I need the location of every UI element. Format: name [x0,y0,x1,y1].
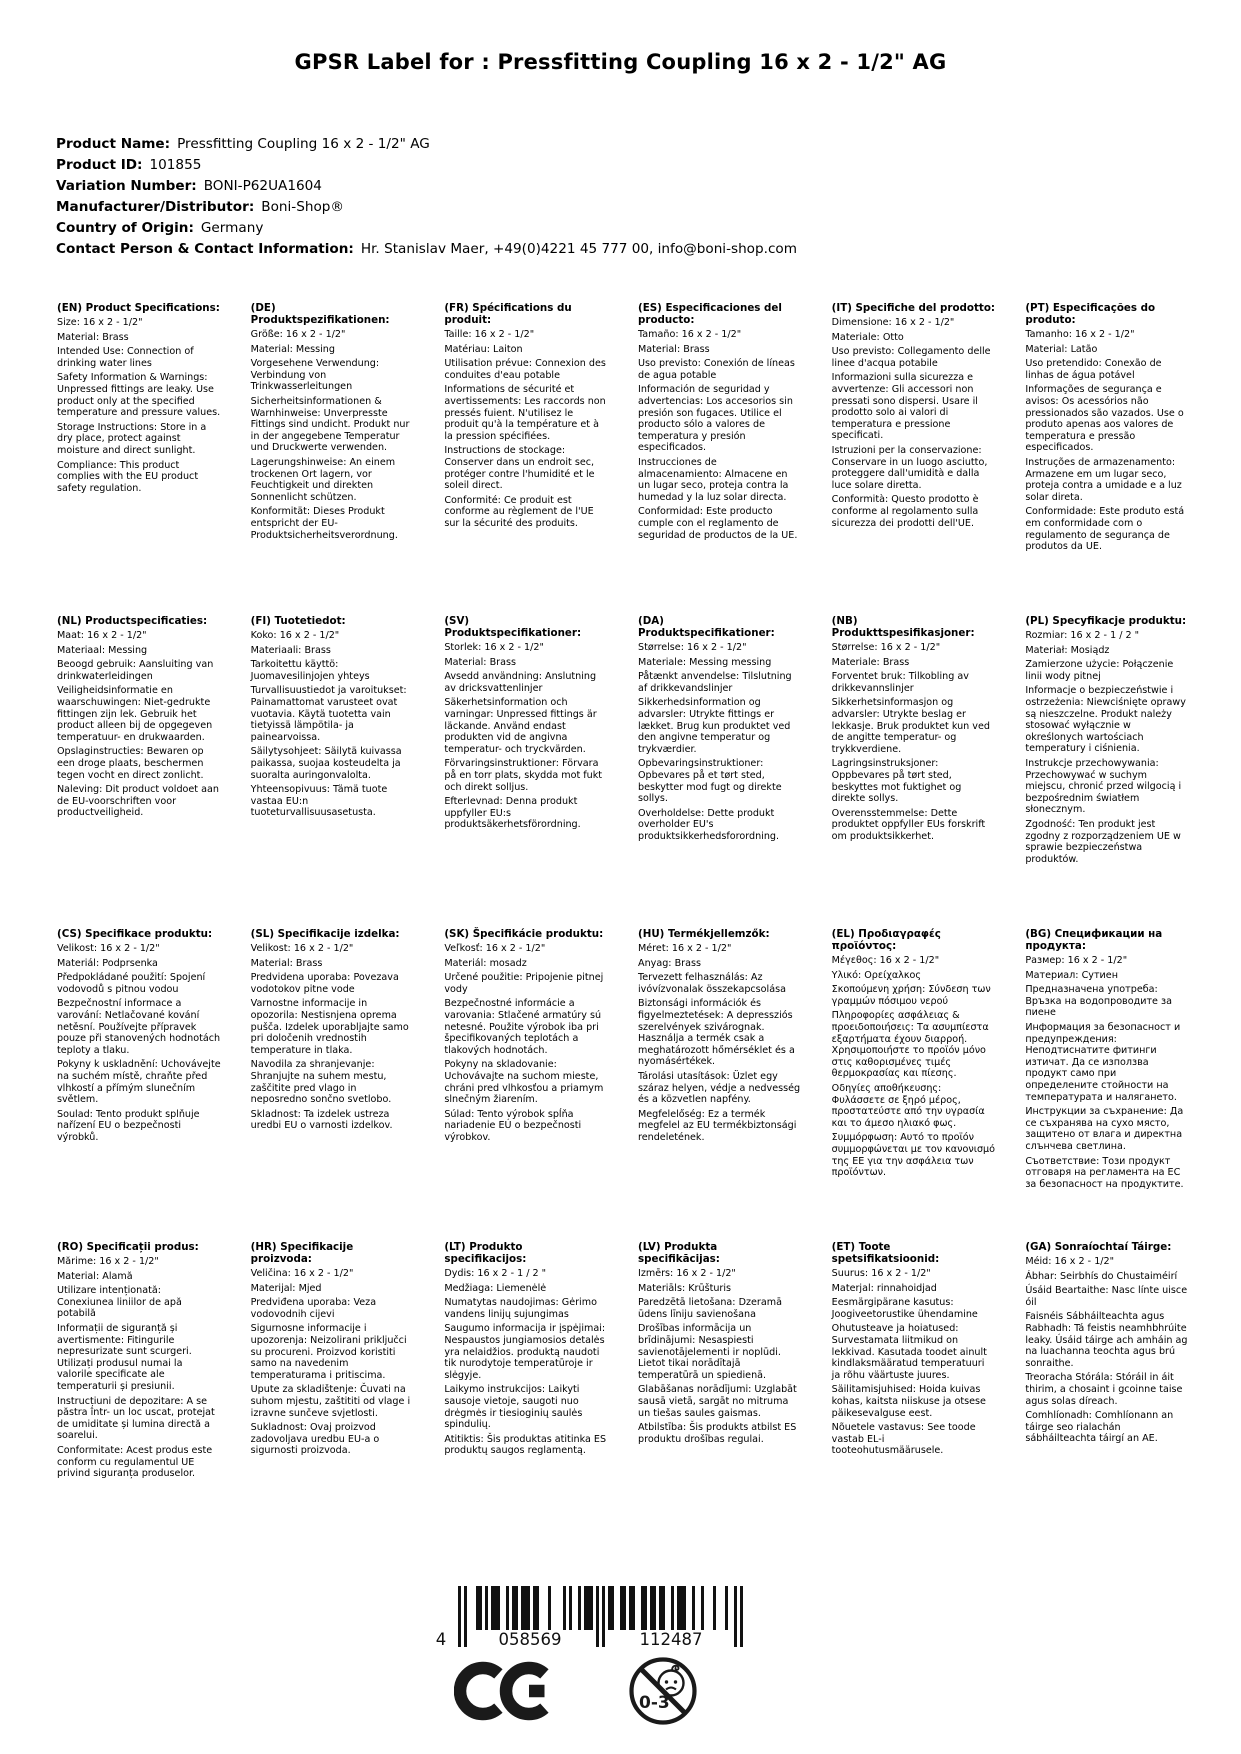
lang-block-paragraph: Velikost: 16 x 2 - 1/2" [250,943,354,954]
lang-block-paragraph: Material: Brass [57,331,129,343]
lang-block-paragraph: Atitiktis: Šis produktas atitinka ES produktų saugos reglamentą. [444,1433,607,1457]
lang-block-paragraph: Materiale: Otto [831,331,904,343]
lang-block-paragraph: Intended Use: Connection of drinking water lines [57,346,194,369]
lang-block-paragraph: Súlad: Tento výrobok spĺňa nariadenie EÚ o bezpečnosti výrobkov. [444,1108,582,1143]
lang-block-paragraph: Atbilstība: Šis produkts atbilst ES produktu drošības regulai. [638,1422,797,1445]
lang-block-heading: (SV) Produktspecifikationer: [444,615,582,639]
lang-block-paragraph: Veličina: 16 x 2 - 1/2" [250,1268,354,1279]
lang-block-paragraph: Material: Messing [250,343,335,355]
lang-block-paragraph: Material: Latão [1025,343,1098,355]
lang-block-paragraph: Určené použitie: Pripojenie pitnej vody [444,972,604,995]
lang-block-fr [444,302,608,615]
lang-block-paragraph: Størrelse: 16 x 2 - 1/2" [638,642,747,653]
lang-block-paragraph: Instrukcje przechowywania: Przechowywać w suchym miejscu, chronić przed wilgocią i bezpośrednim światłem słonecznym. [1025,757,1182,816]
lang-block-heading: (SL) Specifikacije izdelka: [250,928,400,940]
lang-block-paragraph: Conformité: Ce produit est conforme au règlement de l'UE sur la sécurité des produits. [444,494,594,529]
lang-block-paragraph: Ohutusteave ja hoiatused: Survestamata liitmikud on lekkivad. Kasutada toodet ainult kindlaksmääratud temperatuuri ja rõhu väärtuste juures. [831,1323,987,1381]
lang-block-paragraph: Bezpečnostní informace a varování: Netlačované kování netěsní. Používejte přípravek pouze při stanovených hodnotách teploty a tlaku. [57,998,221,1056]
product-info-label: Variation Number: [56,178,197,194]
lang-block-paragraph: Sicherheitsinformationen & Warnhinweise: Unverpresste Fittings sind undicht. Produkt nur in der angegebene Temperatur und Druckwerte verwenden. [250,395,410,454]
ean13-barcode [430,1586,750,1652]
age-warning-label: 0-3 [639,1693,670,1713]
lang-block-heading: (PL) Specyfikacje produktu: [1025,615,1187,627]
lang-block-paragraph: Sigurnosne informacije i upozorenja: Neizolirani priključci su procureni. Proizvod koristiti samo na navedenim temperaturama i pritiscima. [250,1323,407,1381]
lang-block-paragraph: Naleving: Dit product voldoet aan de EU-voorschriften voor productveiligheid. [57,784,219,819]
lang-block-en [57,302,221,615]
lang-block-paragraph: Megfelelőség: Ez a termék megfelel az EU termékbiztonsági rendeletének. [638,1108,797,1143]
product-info-row [56,134,797,155]
lang-block-paragraph: Treoracha Stórála: Stóráil in áit thirim, a chosaint i gcoinne taise agus solas díreach. [1025,1372,1183,1407]
lang-block-paragraph: Tervezett felhasználás: Az ivóvízvonalak összekapcsolása [638,972,786,995]
lang-block-paragraph: Mărime: 16 x 2 - 1/2" [57,1256,159,1267]
lang-block-paragraph: Storlek: 16 x 2 - 1/2" [444,642,544,653]
lang-block-fi [251,615,415,928]
lang-block-paragraph: Predvidena uporaba: Povezava vodotokov pitne vode [250,972,399,995]
lang-block-paragraph: Materijal: Mjed [250,1282,322,1294]
lang-block-paragraph: Инструкции за съхранение: Да се съхранява на сухо място, защитено от влага и директна слънчева светлина. [1025,1106,1184,1152]
lang-block-paragraph: Eesmärgipärane kasutus: Joogiveetorustike ühendamine [831,1297,978,1320]
lang-block-paragraph: Размер: 16 x 2 - 1/2" [1025,955,1128,966]
lang-block-paragraph: Předpokládané použití: Spojení vodovodů s pitnou vodou [57,972,206,995]
lang-block-lt [444,1241,608,1554]
lang-block-el [832,928,996,1241]
lang-block-it [832,302,996,615]
lang-block-heading: (ET) Toote spetsifikatsioonid: [831,1241,940,1265]
lang-block-paragraph: Safety Information & Warnings: Unpressed fittings are leaky. Use product only at the specified temperature and pressure values. [57,372,221,419]
lang-block-heading: (DE) Produktspezifikationen: [250,302,390,326]
lang-block-paragraph: Materjal: rinnahoidjad [831,1282,937,1294]
lang-block-heading: (EN) Product Specifications: [57,302,220,314]
lang-block-paragraph: Compliance: This product complies with the EU product safety regulation. [57,459,199,494]
lang-block-es [638,302,802,615]
lang-block-paragraph: Säilytysohjeet: Säilytä kuivassa paikassa, suojaa kosteudelta ja suoralta auringonvalolta. [250,746,402,781]
product-info-label: Contact Person & Contact Information: [56,241,354,257]
product-info-label: Country of Origin: [56,220,194,236]
lang-block-hu [638,928,802,1241]
lang-block-paragraph: Lagerungshinweise: An einem trockenen Ort lagern, vor Feuchtigkeit und direkten Sonnenlicht schützen. [250,456,396,503]
product-info-block [56,134,797,260]
lang-block-paragraph: Συμμόρφωση: Αυτό το προϊόν συμμορφώνεται με τον κανονισμό της ΕΕ για την ασφάλεια των προϊόντων. [831,1132,996,1179]
lang-block-hr [251,1241,415,1554]
lang-block-ga [1025,1241,1189,1554]
lang-block-heading: (DA) Produktspecifikationer: [638,615,775,639]
lang-block-heading: (HR) Specifikacije proizvoda: [250,1241,354,1265]
lang-block-paragraph: Skladnost: Ta izdelek ustreza uredbi EU o varnosti izdelkov. [250,1108,393,1132]
lang-block-heading: (LT) Produkto specifikacijos: [444,1241,527,1265]
lang-block-paragraph: Ábhar: Seirbhís do Chustaiméirí [1025,1270,1178,1282]
lang-block-paragraph: Материал: Сутиен [1025,969,1118,981]
lang-block-paragraph: Informações de segurança e avisos: Os acessórios não pressionados são vazados. Use o produto apenas aos valores de temperatura e pressão especificados. [1025,384,1184,454]
lang-block-paragraph: Efterlevnad: Denna produkt uppfyller EU:s produktsäkerhetsförordning. [444,796,581,831]
lang-block-paragraph: Størrelse: 16 x 2 - 1/2" [831,642,941,653]
lang-block-paragraph: Σκοπούμενη χρήση: Σύνδεση των γραμμών πόσιμου νερού [831,984,991,1007]
lang-block-heading: (NL) Productspecificaties: [57,615,208,627]
lang-block-paragraph: Instruções de armazenamento: Armazene em um lugar seco, proteja contra a umidade e a luz solar direta. [1025,456,1182,503]
lang-block-paragraph: Izmērs: 16 x 2 - 1/2" [638,1268,736,1279]
product-info-value: Pressfitting Coupling 16 x 2 - 1/2" AG [177,136,430,152]
lang-block-paragraph: Υλικό: Ορείχαλκος [831,969,922,981]
lang-block-paragraph: Materiāls: Krūšturis [638,1282,732,1294]
lang-block-paragraph: Förvaringsinstruktioner: Förvara på en torr plats, skydda mot fukt och direkt solljus. [444,758,603,793]
lang-block-paragraph: Numatytas naudojimas: Gėrimo vandens linijų sujungimas [444,1297,597,1320]
lang-block-paragraph: Konformität: Dieses Produkt entspricht der EU-Produktsicherheitsverordnung. [250,506,398,541]
lang-block-paragraph: Dimensione: 16 x 2 - 1/2" [831,317,955,328]
lang-block-paragraph: Uso previsto: Conexión de líneas de agua potable [638,358,795,381]
lang-block-paragraph: Tárolási utasítások: Üzlet egy száraz helyen, védje a nedvesség és a közvetlen napfény. [638,1070,801,1106]
lang-block-pl [1025,615,1189,928]
lang-block-paragraph: Предназначена употреба: Връзка на водопроводите за пиене [1025,984,1172,1019]
lang-block-paragraph: Informazioni sulla sicurezza e avvertenze: Gli accessori non pressati sono dispersi. Usare il prodotto solo ai valori di temperatura e pressione specificati. [831,372,978,442]
lang-block-paragraph: Overholdelse: Dette produkt overholder EU's produktsikkerhedsforordning. [638,807,780,842]
product-info-value: Boni-Shop® [261,199,344,215]
lang-block-paragraph: Съответствие: Този продукт отговаря на регламента на ЕС за безопасност на продуктите. [1025,1155,1184,1190]
lang-block-paragraph: Uso previsto: Collegamento delle linee d'acqua potabile [831,346,991,369]
lang-block-paragraph: Información de seguridad y advertencias: Los accesorios sin presión son fugaces. Utilice el producto sólo a valores de temperatura y presión especificados. [638,384,793,454]
page-title: GPSR Label for : Pressfitting Coupling 16 x 2 - 1/2" AG [294,50,947,74]
lang-block-paragraph: Méret: 16 x 2 - 1/2" [638,943,732,954]
lang-block-paragraph: Velikost: 16 x 2 - 1/2" [57,943,160,954]
lang-block-paragraph: Informacje o bezpieczeństwie i ostrzeżenia: Niewciśnięte oprawy są nieszczelne. Produkt należy stosować wyłącznie w określonych wartościach temperatury i ciśnienia. [1025,685,1186,755]
product-info-row [56,155,797,176]
lang-block-paragraph: Forventet bruk: Tilkobling av drikkevannslinjer [831,671,969,694]
lang-block-paragraph: Material: Brass [638,343,710,355]
lang-block-paragraph: Material: Brass [444,656,516,668]
lang-block-paragraph: Säilitamisjuhised: Hoida kuivas kohas, kaitsta niiskuse ja otsese päikesevalguse eest. [831,1384,986,1419]
lang-block-heading: (CS) Specifikace produktu: [57,928,213,940]
lang-block-paragraph: Conformitate: Acest produs este conform cu regulamentul UE privind siguranța produselor. [57,1444,213,1480]
ce-mark-icon [454,1661,553,1721]
lang-block-paragraph: Anyag: Brass [638,957,701,969]
lang-block-paragraph: Size: 16 x 2 - 1/2" [57,317,143,328]
lang-block-heading: (BG) Спецификации на продукта: [1025,928,1163,952]
lang-block-paragraph: Faisnéis Sábháilteachta agus Rabhadh: Tá feistis neamhbhrúite leaky. Úsáid táirge ach amháin ag na luachanna teochta agus brú sonraithe. [1025,1311,1188,1369]
lang-block-paragraph: Material: Alamă [57,1270,133,1282]
lang-block-paragraph: Veiligheidsinformatie en waarschuwingen: Niet-gedrukte fittingen zijn lek. Gebruik het product alleen bij de opgegeven temperatuur- en drukwaarden. [57,685,213,743]
lang-block-paragraph: Upute za skladištenje: Čuvati na suhom mjestu, zaštititi od vlage i izravne sunčeve svjetlosti. [250,1384,411,1419]
lang-block-paragraph: Dydis: 16 x 2 - 1 / 2 " [444,1268,547,1279]
lang-block-paragraph: Istruzioni per la conservazione: Conservare in un luogo asciutto, proteggere dall'umidità e dalla luce solare diretta. [831,444,988,491]
lang-block-paragraph: Materiaali: Brass [250,644,331,656]
lang-block-paragraph: Tamanho: 16 x 2 - 1/2" [1025,329,1135,340]
lang-block-paragraph: Πληροφορίες ασφάλειας & προειδοποιήσεις: Τα ασυμπίεστα εξαρτήματα έχουν διαρροή. Χρησιμοποιήστε το προϊόν μόνο στις καθορισμένες τιμές θερμοκρασίας και πίεσης. [831,1010,989,1080]
lang-block-paragraph: Größe: 16 x 2 - 1/2" [250,329,346,340]
lang-block-paragraph: Pokyny na skladovanie: Uchovávajte na suchom mieste, chráni pred vlhkosťou a priamym slnečným žiarením. [444,1059,604,1106]
lang-block-paragraph: Saugumo informacija ir įspėjimai: Nespaustos jungiamosios detalės yra nelaidžios. produktą naudoti tik nurodytoje temperatūroje ir slėgyje. [444,1323,606,1381]
lang-block-paragraph: Materiál: Podprsenka [57,957,158,969]
lang-block-paragraph: Paredzētā lietošana: Dzeramā ūdens līniju savienošana [638,1297,782,1320]
lang-block-et [832,1241,996,1554]
lang-block-paragraph: Μέγεθος: 16 x 2 - 1/2" [831,955,940,966]
lang-block-cs [57,928,221,1241]
lang-block-paragraph: Materiaal: Messing [57,644,148,656]
lang-block-paragraph: Materiale: Brass [831,656,910,668]
lang-block-paragraph: Sikkerhetsinformasjon og advarsler: Utrykte beslag er lekkasje. Bruk produktet kun ved de angitte temperatur- og trykkverdiene. [831,697,990,755]
age-warning-0-3-icon [627,1655,699,1727]
product-info-row [56,218,797,239]
lang-block-paragraph: Drošības informācija un brīdinājumi: Nesaspiesti savienotājelementi ir noplūdi. Lietot tikai norādītajā temperatūrā un spiedienā. [638,1323,781,1381]
lang-block-paragraph: Comhlíonadh: Comhlíonann an táirge seo rialachán sábháilteachta táirgí an AE. [1025,1410,1174,1445]
lang-block-paragraph: Matériau: Laiton [444,343,523,355]
lang-block-paragraph: Informații de siguranță și avertismente: Fitingurile nepresurizate sunt scurgeri. Utilizați produsul numai la valorile specificate ale temperaturii și presiunii. [57,1322,192,1392]
lang-block-heading: (EL) Προδιαγραφές προϊόντος: [831,928,941,952]
lang-block-paragraph: Utilizare intenționată: Conexiunea liniilor de apă potabilă [57,1285,182,1320]
lang-block-paragraph: Avsedd användning: Anslutning av dricksvattenlinjer [444,671,597,694]
lang-block-paragraph: Material: Brass [250,957,323,969]
lang-block-paragraph: Nõuetele vastavus: See toode vastab EL-i tooteohutusmäärusele. [831,1422,976,1457]
lang-block-paragraph: Biztonsági információk és figyelmeztetések: A depressziós szerelvények szivárognak. Használja a termék csak a meghatározott hőmérséklet és a nyomásértékek. [638,998,795,1068]
lang-block-heading: (HU) Termékjellemzők: [638,928,770,940]
language-grid [57,302,1189,1554]
lang-block-heading: (NB) Produkttspesifikasjoner: [831,615,975,639]
lang-block-paragraph: Taille: 16 x 2 - 1/2" [444,329,535,340]
lang-block-paragraph: Storage Instructions: Store in a dry place, protect against moisture and direct sunlight. [57,421,207,456]
lang-block-paragraph: Utilisation prévue: Connexion des conduites d'eau potable [444,358,606,381]
lang-block-heading: (ES) Especificaciones del producto: [638,302,782,326]
product-info-value: Hr. Stanislav Maer, +49(0)4221 45 777 00, info@boni-shop.com [360,241,797,257]
lang-block-paragraph: Veľkosť: 16 x 2 - 1/2" [444,943,546,954]
lang-block-paragraph: Soulad: Tento produkt splňuje nařízení EU o bezpečnosti výrobků. [57,1108,200,1143]
product-info-row [56,239,797,260]
lang-block-nl [57,615,221,928]
lang-block-paragraph: Méid: 16 x 2 - 1/2" [1025,1256,1115,1267]
product-info-value: Germany [200,220,264,236]
lang-block-paragraph: Materiál: mosadz [444,957,527,969]
lang-block-paragraph: Conformità: Questo prodotto è conforme al regolamento sulla sicurezza dei prodotti dell'UE. [831,494,979,529]
product-info-value: 101855 [149,157,202,173]
lang-block-heading: (GA) Sonraíochtaí Táirge: [1025,1241,1172,1253]
lang-block-heading: (FR) Spécifications du produit: [444,302,572,326]
lang-block-sk [444,928,608,1241]
lang-block-paragraph: Påtænkt anvendelse: Tilslutning af drikkevandslinjer [638,671,792,694]
lang-block-paragraph: Conformidade: Este produto está em conformidade com o regulamento de segurança de produtos da UE. [1025,506,1185,553]
lang-block-paragraph: Instrucciones de almacenamiento: Almacene en un lugar seco, proteja contra la humedad y la luz solar directa. [638,456,789,503]
lang-block-paragraph: Yhteensopivuus: Tämä tuote vastaa EU:n tuoteturvallisuusasetusta. [250,784,388,819]
lang-block-paragraph: Sukladnost: Ovaj proizvod zadovoljava uredbu EU-a o sigurnosti proizvoda. [250,1422,380,1457]
lang-block-paragraph: Lagringsinstruksjoner: Oppbevares på tørt sted, beskyttes mot fuktighet og direkte sollys. [831,758,962,805]
lang-block-heading: (LV) Produkta specifikācijas: [638,1241,720,1265]
product-info-row [56,197,797,218]
lang-block-heading: (PT) Especificações do produto: [1025,302,1156,326]
lang-block-nb [832,615,996,928]
barcode-right-digits: 112487 [639,1630,703,1649]
lang-block-paragraph: Materiale: Messing messing [638,656,772,668]
lang-block-ro [57,1241,221,1554]
lang-block-paragraph: Materiał: Mosiądz [1025,644,1110,656]
lang-block-paragraph: Bezpečnostné informácie a varovania: Stlačené armatúry sú netesné. Použite výrobok iba pri špecifikovaných teplotách a tlakových hodnotách. [444,998,602,1056]
lang-block-paragraph: Conformidad: Este producto cumple con el reglamento de seguridad de productos de la UE. [638,506,798,541]
lang-block-heading: (FI) Tuotetiedot: [250,615,346,627]
lang-block-paragraph: Информация за безопасност и предупреждения: Неподтиснатите фитинги изтичат. Да се използва продукт само при определените стойности на температурата и налягането. [1025,1021,1181,1103]
lang-block-paragraph: Koko: 16 x 2 - 1/2" [250,630,340,641]
lang-block-paragraph: Informations de sécurité et avertissements: Les raccords non pressés fuient. N'utilisez le produit qu'à la température et à la pression spécifiées. [444,384,606,442]
lang-block-paragraph: Beoogd gebruik: Aansluiting van drinkwaterleidingen [57,659,214,682]
lang-block-paragraph: Tarkoitettu käyttö: Juomavesilinjojen yhteys [250,659,370,682]
lang-block-paragraph: Glabāšanas norādījumi: Uzglabāt sausā vietā, sargāt no mitruma un tiešas saules gaismas. [638,1384,797,1419]
product-info-label: Manufacturer/Distributor: [56,199,255,215]
lang-block-paragraph: Zamierzone użycie: Połączenie linii wody pitnej [1025,659,1174,682]
lang-block-paragraph: Instrucțiuni de depozitare: A se păstra într- un loc uscat, protejat de umiditate și lumina directă a soarelui. [57,1395,215,1442]
lang-block-paragraph: Medžiaga: Liemenėlė [444,1282,547,1294]
lang-block-paragraph: Tamaño: 16 x 2 - 1/2" [638,329,742,340]
lang-block-paragraph: Turvallisuustiedot ja varoitukset: Painamattomat varusteet ovat vuotavia. Käytä tuotetta vain tietyissä lämpötila- ja painearvoissa. [250,685,407,743]
barcode-left-digits: 058569 [498,1630,562,1649]
lang-block-paragraph: Sikkerhedsinformation og advarsler: Utrykte fittings er lækket. Brug kun produktet ved den angivne temperatur og trykværdier. [638,697,791,755]
lang-block-paragraph: Laikymo instrukcijos: Laikyti sausoje vietoje, saugoti nuo drėgmės ir tiesioginių saulės spindulių. [444,1384,583,1431]
lang-block-paragraph: Opslaginstructies: Bewaren op een droge plaats, beschermen tegen vocht en direct zonlicht. [57,746,204,781]
product-info-value: BONI-P62UA1604 [203,178,322,194]
lang-block-paragraph: Rozmiar: 16 x 2 - 1 / 2 " [1025,630,1140,641]
lang-block-paragraph: Varnostne informacije in opozorila: Nestisnjena oprema pušča. Izdelek uporabljajte samo pri določenih vrednostih temperature in tlaka. [250,998,409,1056]
lang-block-sv [444,615,608,928]
lang-block-paragraph: Maat: 16 x 2 - 1/2" [57,630,147,641]
lang-block-heading: (RO) Specificații produs: [57,1241,199,1253]
lang-block-paragraph: Pokyny k uskladnění: Uchovávejte na suchém místě, chraňte před vlhkostí a přímým slunečním světlem. [57,1059,221,1106]
lang-block-paragraph: Úsáid Beartaithe: Nasc línte uisce óil [1025,1285,1188,1308]
lang-block-paragraph: Οδηγίες αποθήκευσης: Φυλάσσετε σε ξηρό μέρος, προστατεύστε από την υγρασία και το άμεσο ηλιακό φως. [831,1082,985,1129]
lang-block-paragraph: Instructions de stockage: Conserver dans un endroit sec, protéger contre l'humidité et le soleil direct. [444,445,595,492]
lang-block-heading: (SK) Špecifikácie produktu: [444,928,604,940]
lang-block-da [638,615,802,928]
product-info-label: Product Name: [56,136,171,152]
lang-block-paragraph: Zgodność: Ten produkt jest zgodny z rozporządzeniem UE w sprawie bezpieczeństwa produktów. [1025,818,1181,865]
lang-block-de [251,302,415,615]
lang-block-paragraph: Suurus: 16 x 2 - 1/2" [831,1268,931,1279]
product-info-label: Product ID: [56,157,143,173]
lang-block-heading: (IT) Specifiche del prodotto: [831,302,996,314]
lang-block-paragraph: Overensstemmelse: Dette produktet oppfyller EUs forskrift om produktsikkerhet. [831,807,986,842]
product-info-row [56,176,797,197]
lang-block-pt [1025,302,1189,615]
lang-block-paragraph: Navodila za shranjevanje: Shranjujte na suhem mestu, zaščitite pred vlago in neposredno sončno svetlobo. [250,1059,392,1106]
barcode-lead-digit: 4 [435,1630,447,1649]
lang-block-bg [1025,928,1189,1241]
lang-block-paragraph: Uso pretendido: Conexão de linhas de água potável [1025,358,1162,381]
lang-block-sl [251,928,415,1241]
lang-block-lv [638,1241,802,1554]
lang-block-paragraph: Säkerhetsinformation och varningar: Unpressed fittings är läckande. Använd endast produkten vid de angivna temperatur- och tryckvärden. [444,697,597,755]
lang-block-paragraph: Opbevaringsinstruktioner: Opbevares på et tørt sted, beskytter mod fugt og direkte sollys. [638,758,782,805]
lang-block-paragraph: Predviđena uporaba: Veza vodovodnih cijevi [250,1297,377,1320]
lang-block-paragraph: Vorgesehene Verwendung: Verbindung von Trinkwasserleitungen [250,358,380,393]
